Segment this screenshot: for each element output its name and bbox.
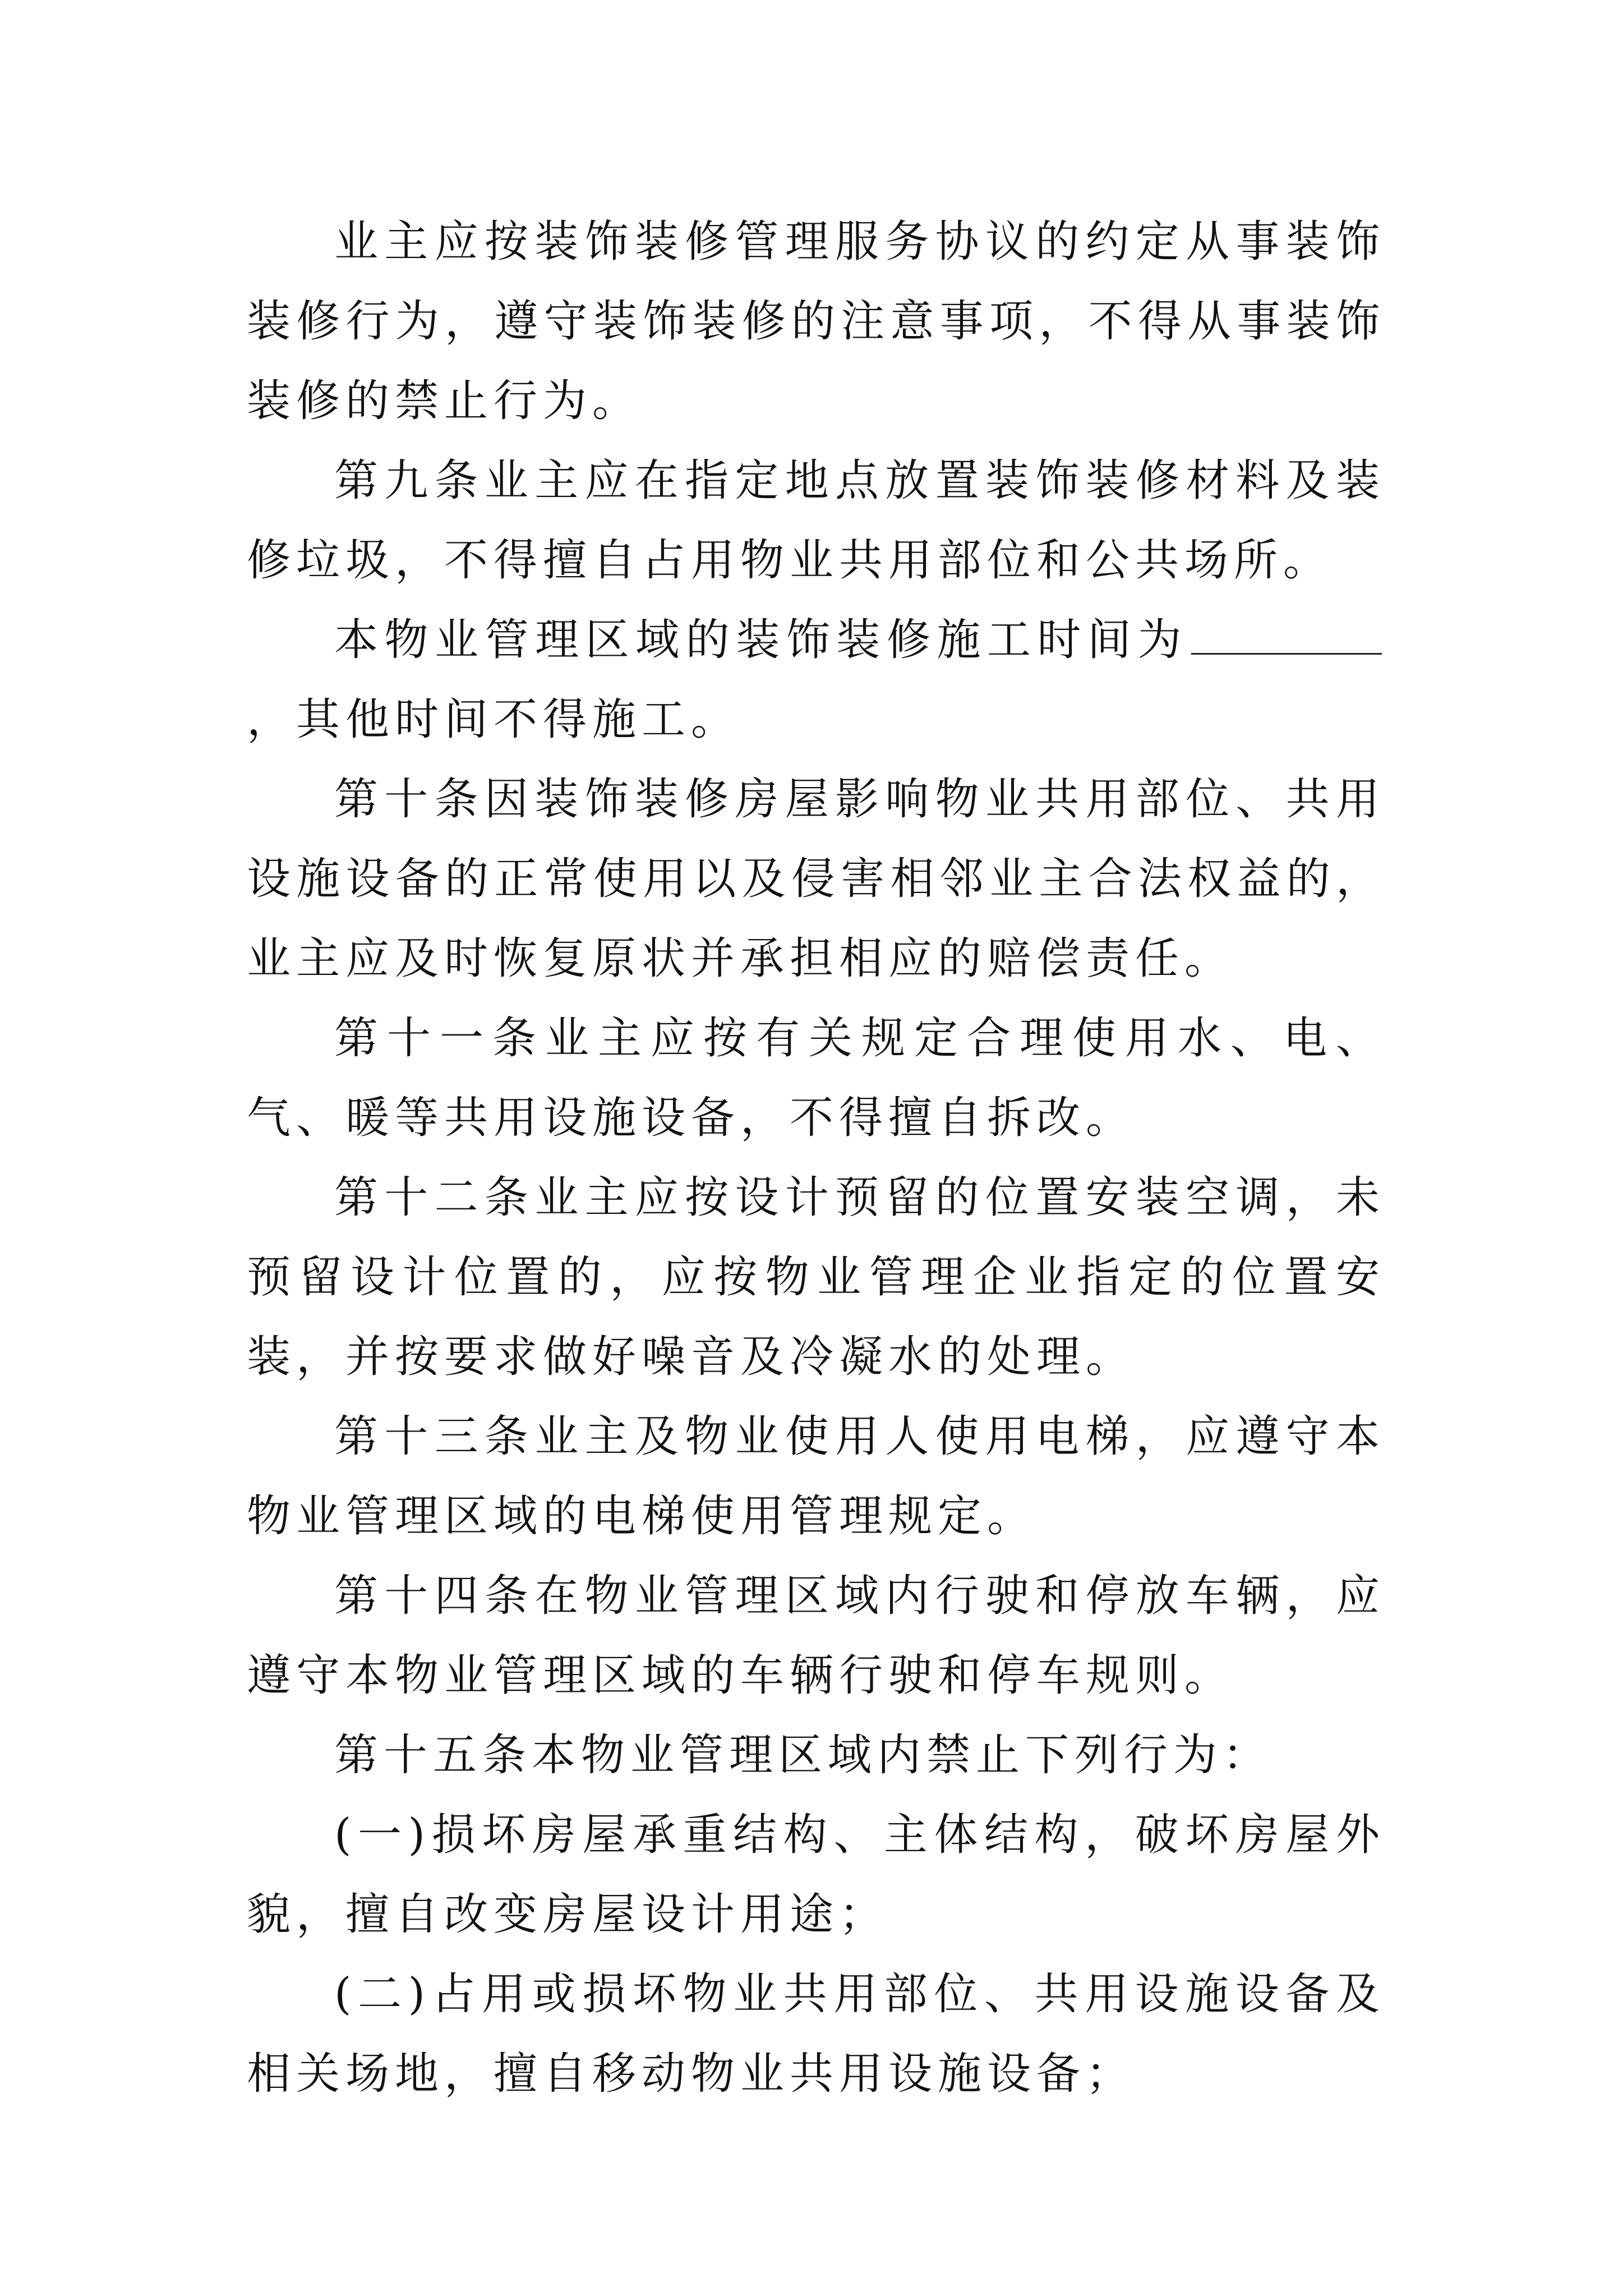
list-item-2: (二)占用或损坏物业共用部位、共用设施设备及相关场地，擅自移动物业共用设施设备；: [247, 1969, 1385, 2099]
paragraph-article-13: 第十三条业主及物业使用人使用电梯，应遵守本物业管理区域的电梯使用管理规定。: [247, 1411, 1385, 1542]
paragraph-article-15: 第十五条本物业管理区域内禁止下列行为：: [334, 1730, 1272, 1780]
paragraph-article-11: 第十一条业主应按有关规定合理使用水、电、气、暖等共用设施设备，不得擅自拆改。: [247, 1013, 1385, 1143]
paragraph-article-9: 第九条业主应在指定地点放置装饰装修材料及装修垃圾，不得擅自占用物业共用部位和公共场所。: [247, 455, 1385, 586]
paragraph-article-12: 第十二条业主应按设计预留的位置安装空调，未预留设计位置的，应按物业管理企业指定的位置安装，并按要求做好噪音及冷凝水的处理。: [247, 1172, 1385, 1382]
list-item-1: (一)损坏房屋承重结构、主体结构，破坏房屋外貌，擅自改变房屋设计用途；: [247, 1810, 1385, 1940]
construction-hours-text: 本物业管理区域的装饰装修施工时间为: [334, 615, 1188, 665]
paragraph-article-14: 第十四条在物业管理区域内行驶和停放车辆，应遵守本物业管理区域的车辆行驶和停车规则。: [247, 1571, 1385, 1701]
document-body: [247, 202, 1385, 2114]
paragraph-construction-hours: [247, 600, 1385, 760]
construction-hours-text-end: ，其他时间不得施工。: [247, 694, 741, 745]
paragraph-renovation-conduct: 业主应按装饰装修管理服务协议的约定从事装饰装修行为，遵守装饰装修的注意事项，不得从事装饰装修的禁止行为。: [247, 217, 1385, 426]
paragraph-article-10: 第十条因装饰装修房屋影响物业共用部位、共用设施设备的正常使用以及侵害相邻业主合法权益的，业主应及时恢复原状并承担相应的赔偿责任。: [247, 774, 1385, 984]
construction-hours-blank: [1191, 614, 1382, 655]
